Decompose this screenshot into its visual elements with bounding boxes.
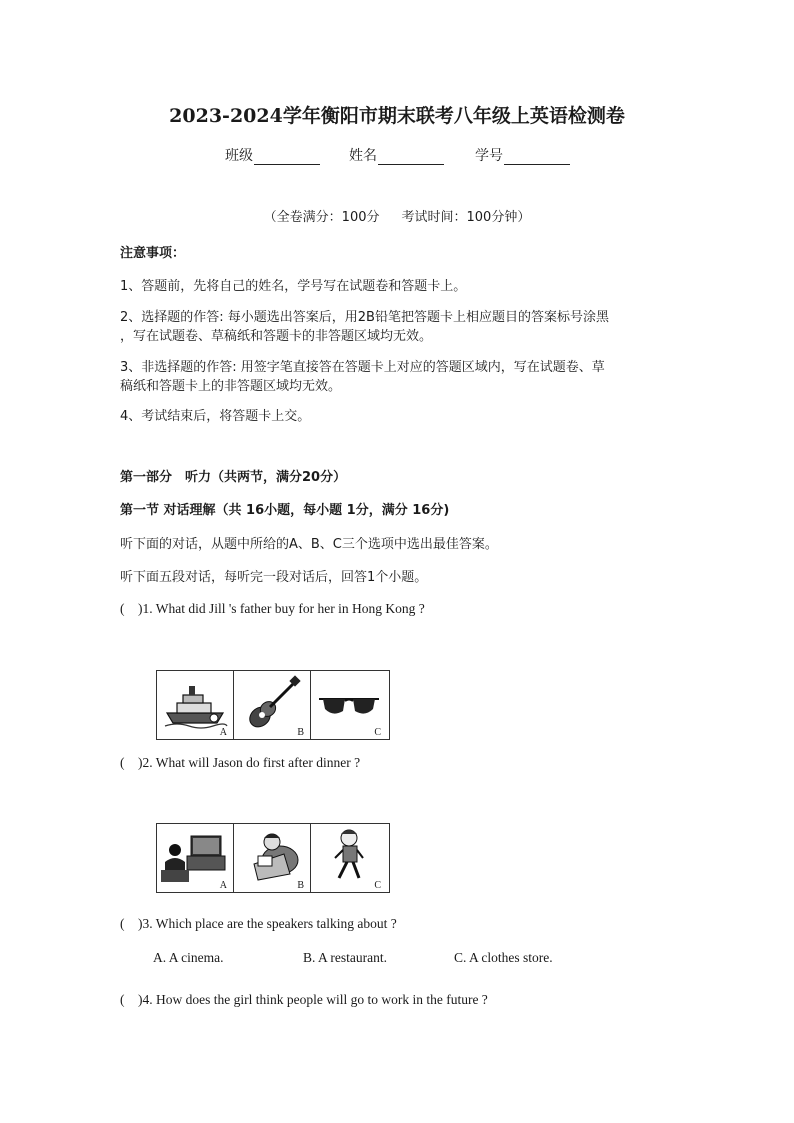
class-field — [225, 145, 320, 165]
question-2: ( )2. What will Jason do first after dinner ? — [120, 755, 361, 770]
option-c-sunglasses[interactable] — [311, 671, 387, 739]
question-3-option-b[interactable]: B. A restaurant. — [303, 950, 387, 965]
instruction-1: 听下面的对话，从题中所给的A、B、C三个选项中选出最佳答案。 — [120, 537, 498, 552]
class-label: 班级 — [225, 148, 253, 164]
question-3-option-c[interactable]: C. A clothes store. — [454, 950, 553, 965]
id-field — [475, 145, 570, 165]
option-label: A — [219, 727, 227, 738]
option-label: A — [219, 880, 227, 891]
note-item-3-line-1: 3、非选择题的作答: 用签字笔直接答在答题卡上对应的答题区域内，写在试题卷、草 — [120, 360, 605, 375]
score-line — [0, 206, 794, 225]
question-3: ( )3. Which place are the speakers talking about ? — [120, 916, 397, 931]
class-blank[interactable] — [254, 150, 320, 165]
option-b-guitar[interactable] — [234, 671, 311, 739]
note-item-3-line-2: 稿纸和答题卡上的非答题区域均无效。 — [120, 379, 342, 394]
note-item-2-line-2: ，写在试题卷、草稿纸和答题卡的非答题区域均无效。 — [120, 329, 433, 344]
note-item-2-line-1: 2、选择题的作答: 每小题选出答案后，用2B铅笔把答题卡上相应题目的答案标号涂黑 — [120, 310, 609, 325]
question-4: ( )4. How does the girl think people will go to work in the future ? — [120, 992, 488, 1007]
name-blank[interactable] — [378, 150, 444, 165]
option-c-walk[interactable] — [311, 824, 387, 892]
question-1-options — [156, 670, 390, 740]
question-3-option-a[interactable]: A. A cinema. — [153, 950, 224, 965]
id-blank[interactable] — [504, 150, 570, 165]
note-item-4: 4、考试结束后，将答题卡上交。 — [120, 409, 311, 424]
option-label: C — [374, 727, 381, 738]
notes-heading: 注意事项： — [120, 246, 186, 261]
option-a-ship[interactable] — [157, 671, 234, 739]
instruction-2: 听下面五段对话，每听完一段对话后，回答1个小题。 — [120, 570, 428, 585]
exam-time: 考试时间：100分钟） — [401, 210, 531, 225]
part1-heading: 第一部分 听力（共两节，满分20分） — [120, 470, 347, 485]
option-label: B — [297, 727, 304, 738]
exam-title: 2023-2024学年衡阳市期末联考八年级上英语检测卷 — [169, 105, 625, 127]
id-label: 学号 — [475, 148, 503, 164]
option-label: B — [297, 880, 304, 891]
question-2-options — [156, 823, 390, 893]
name-label: 姓名 — [349, 148, 377, 164]
option-label: C — [374, 880, 381, 891]
name-field — [349, 145, 444, 165]
question-1: ( )1. What did Jill 's father buy for her in Hong Kong ? — [120, 601, 425, 616]
note-item-1: 1、答题前，先将自己的姓名，学号写在试题卷和答题卡上。 — [120, 279, 467, 294]
option-b-read[interactable] — [234, 824, 311, 892]
section1-heading: 第一节 对话理解（共 16小题，每小题 1分，满分 16分) — [120, 503, 450, 518]
option-a-watch-tv[interactable] — [157, 824, 234, 892]
full-score: （全卷满分：100分 — [263, 210, 380, 225]
